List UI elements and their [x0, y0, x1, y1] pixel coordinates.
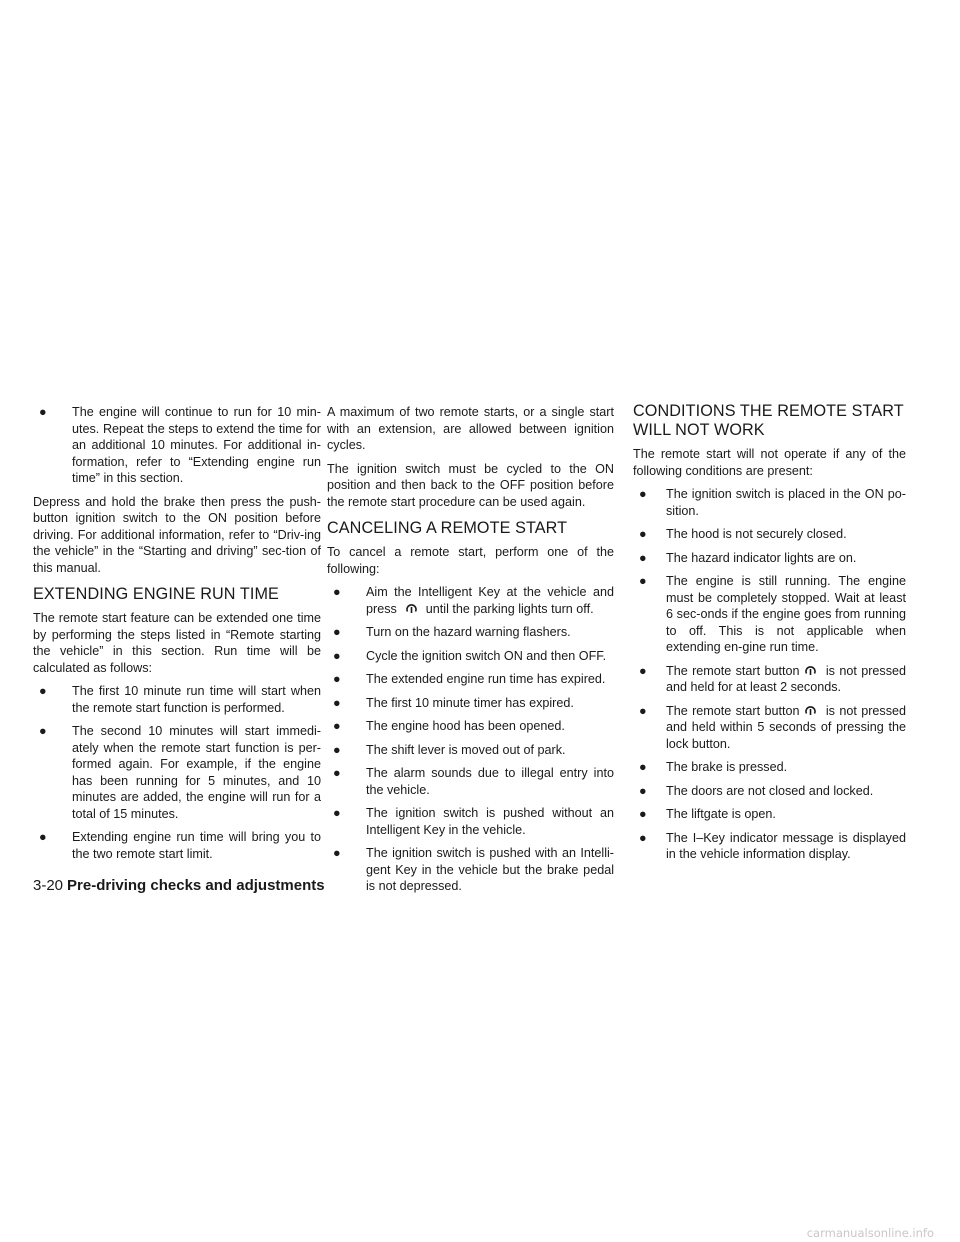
list-item: ● The engine is still running. The engine must be completely stopped. Wait at least 6 sec-onds if the engine goes from running to off. This is not applicable when extending en-gine run time. — [639, 574, 906, 654]
paragraph: To cancel a remote start, perform one of the following: — [327, 545, 614, 576]
bullet-icon: ● — [639, 550, 647, 565]
intro-bullet-list — [33, 404, 321, 487]
bullet-icon: ● — [333, 648, 341, 663]
list-item: ● The extended engine run time has expired. — [333, 672, 606, 686]
bullet-icon: ● — [39, 724, 47, 738]
list-item: ● The remote start button is not pressed and held within 5 seconds of pressing the lock button. — [639, 703, 907, 751]
list-item: ● The hood is not securely closed. — [639, 527, 847, 541]
bullet-icon: ● — [39, 405, 47, 419]
bullet-list — [327, 584, 614, 895]
bullet-icon: ● — [639, 783, 647, 798]
bullet-list — [33, 683, 321, 862]
bullet-list — [633, 486, 906, 863]
list-item: ● Extending engine run time will bring you to the two remote start limit. — [39, 830, 321, 861]
bullet-icon: ● — [39, 684, 47, 698]
list-item: ● The ignition switch is pushed without an Intelligent Key in the vehicle. — [333, 806, 614, 837]
list-item: ● Cycle the ignition switch ON and then OFF. — [333, 648, 607, 663]
list-item: ● The first 10 minute run time will start when the remote start function is performed. — [39, 684, 321, 715]
bullet-icon: ● — [639, 487, 647, 501]
list-item: ● Turn on the hazard warning flashers. — [333, 625, 571, 639]
bullet-icon: ● — [639, 527, 647, 541]
remote-start-icon — [800, 703, 822, 716]
page-footer — [33, 877, 325, 894]
list-item: ● The alarm sounds due to illegal entry into the vehicle. — [333, 766, 614, 797]
list-item: ● Aim the Intelligent Key at the vehicle and press until the parking lights turn off. — [333, 585, 614, 616]
bullet-icon: ● — [333, 846, 341, 860]
list-item: ● The ignition switch is pushed with an Intelli-gent Key in the vehicle but the brake pedal is not depressed. — [333, 846, 614, 893]
bullet-icon: ● — [333, 695, 341, 710]
bullet-icon: ● — [639, 830, 647, 845]
bullet-icon: ● — [333, 766, 341, 780]
bullet-icon: ● — [333, 742, 341, 757]
paragraph: Depress and hold the brake then press the push-button ignition switch to the ON position before driving. For additional information, refer to “Driv-ing the vehicle” in the “Starting and driving” sec-tion of this manual. — [33, 494, 321, 575]
bullet-icon: ● — [333, 625, 341, 639]
paragraph: The ignition switch must be cycled to the ON position and then back to the OFF position before the remote start procedure can be used again. — [327, 461, 614, 509]
bullet-icon: ● — [639, 807, 647, 821]
page-number: 3-20 — [33, 877, 64, 894]
bullet-icon: ● — [639, 574, 647, 588]
list-item: ● The first 10 minute timer has expired. — [333, 695, 574, 710]
section-heading: CANCELING A REMOTE START — [327, 519, 568, 537]
bullet-icon: ● — [333, 672, 341, 686]
list-item: ● The liftgate is open. — [639, 807, 776, 821]
bullet-icon: ● — [333, 719, 341, 733]
list-item: ● The I–Key indicator message is displayed in the vehicle information display. — [639, 830, 906, 861]
section-heading: EXTENDING ENGINE RUN TIME — [33, 585, 279, 603]
watermark: carmanualsonline.info — [806, 1226, 934, 1240]
list-item: ● The shift lever is moved out of park. — [333, 742, 566, 757]
bullet-icon: ● — [639, 663, 647, 678]
list-item: ● The doors are not closed and locked. — [639, 783, 874, 798]
list-item: ● The hazard indicator lights are on. — [639, 550, 857, 565]
paragraph: The remote start feature can be extended one time by performing the steps listed in “Remote starting the vehicle” in this section. Run time will be calculated as follows: — [33, 611, 321, 675]
paragraph: A maximum of two remote starts, or a single start with an extension, are allowed between ignition cycles. — [327, 405, 614, 452]
column-middle — [327, 404, 614, 902]
list-item: ● The engine will continue to run for 10 min-utes. Repeat the steps to extend the time for an additional 10 minutes. For additional in-formation, refer to “Extending engine run time” in this section. — [39, 405, 321, 485]
column-right — [633, 404, 906, 870]
list-item: ● The ignition switch is placed in the ON po-sition. — [639, 487, 906, 518]
list-item: ● The remote start button is not pressed and held for at least 2 seconds. — [639, 663, 907, 694]
bullet-icon: ● — [639, 703, 647, 718]
bullet-icon: ● — [39, 830, 47, 844]
list-item: ● The brake is pressed. — [639, 760, 788, 774]
bullet-icon: ● — [639, 760, 647, 774]
bullet-icon: ● — [333, 806, 341, 820]
remote-start-icon — [400, 601, 422, 614]
remote-start-icon — [800, 663, 822, 676]
section-heading: CONDITIONS THE REMOTE START WILL NOT WORK — [633, 402, 904, 439]
paragraph: The remote start will not operate if any of the following conditions are present: — [633, 447, 906, 478]
list-item: ● The second 10 minutes will start immedi-ately when the remote start function is per-formed again. For example, if the engine has been running for 5 minutes, and 10 minutes are added, the engine will run for a total of 15 minutes. — [39, 724, 321, 821]
column-left — [33, 404, 321, 869]
list-item: ● The engine hood has been opened. — [333, 719, 565, 733]
bullet-icon: ● — [333, 585, 341, 599]
section-title: Pre-driving checks and adjustments — [67, 877, 325, 894]
